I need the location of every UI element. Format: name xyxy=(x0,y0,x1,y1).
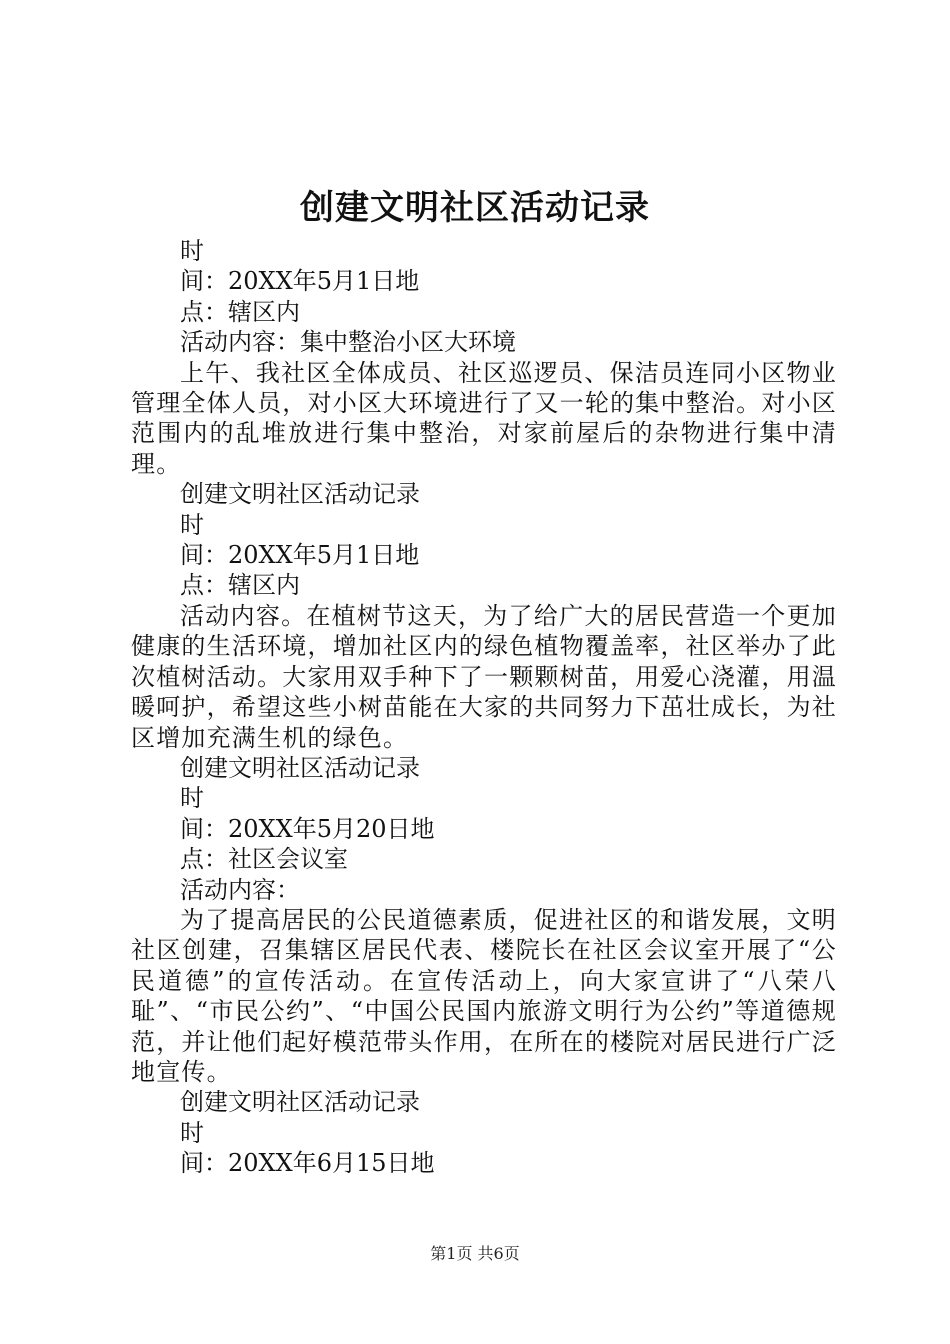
location-line-2: 点：辖区内 xyxy=(180,571,300,600)
record-heading-3: 创建文明社区活动记录 xyxy=(180,753,420,782)
location-line-1: 点：辖区内 xyxy=(180,297,300,326)
date-line-4: 间：20XX年6月15日地 xyxy=(180,1149,435,1178)
time-label-1: 时 xyxy=(180,237,204,265)
document-title: 创建文明社区活动记录 xyxy=(300,188,650,228)
date-line-3: 间：20XX年5月20日地 xyxy=(180,814,435,843)
activity-content-line-3: 活动内容： xyxy=(180,875,300,904)
activity-paragraph-3: 为了提高居民的公民道德素质，促进社区的和谐发展，文明社区创建，召集辖区居民代表、楼院长在社区会议室开展了“公民道德”的宣传活动。在宣传活动上，向大家宣讲了“八荣八耻”、“市民公约”、“中国公民国内旅游文明行为公约”等道德规范，并让他们起好模范带头作用，在所在的楼院对居民进行广泛地宣传。 xyxy=(131,905,837,1086)
record-heading-4: 创建文明社区活动记录 xyxy=(180,1088,420,1117)
time-label-3: 时 xyxy=(180,784,204,813)
document-body xyxy=(131,236,837,1179)
time-label-2: 时 xyxy=(180,510,204,539)
activity-paragraph-2: 活动内容。在植树节这天，为了给广大的居民营造一个更加健康的生活环境，增加社区内的绿色植物覆盖率，社区举办了此次植树活动。大家用双手种下了一颗颗树苗，用爱心浇灌，用温暖呵护，希望这些小树苗能在大家的共同努力下茁壮成长，为社区增加充满生机的绿色。 xyxy=(131,601,837,752)
activity-paragraph-1: 上午、我社区全体成员、社区巡逻员、保洁员连同小区物业管理全体人员，对小区大环境进行了又一轮的集中整治。对小区范围内的乱堆放进行集中整治，对家前屋后的杂物进行集中清理。 xyxy=(131,358,837,478)
time-label-4: 时 xyxy=(180,1118,204,1147)
date-line-2: 间：20XX年5月1日地 xyxy=(180,541,420,570)
date-line-1: 间：20XX年5月1日地 xyxy=(180,267,420,296)
location-line-3: 点：社区会议室 xyxy=(180,845,348,874)
record-heading-2: 创建文明社区活动记录 xyxy=(180,480,420,509)
activity-content-line-1: 活动内容：集中整治小区大环境 xyxy=(180,328,516,357)
page-number-footer: 第1页 共6页 xyxy=(430,1244,520,1263)
